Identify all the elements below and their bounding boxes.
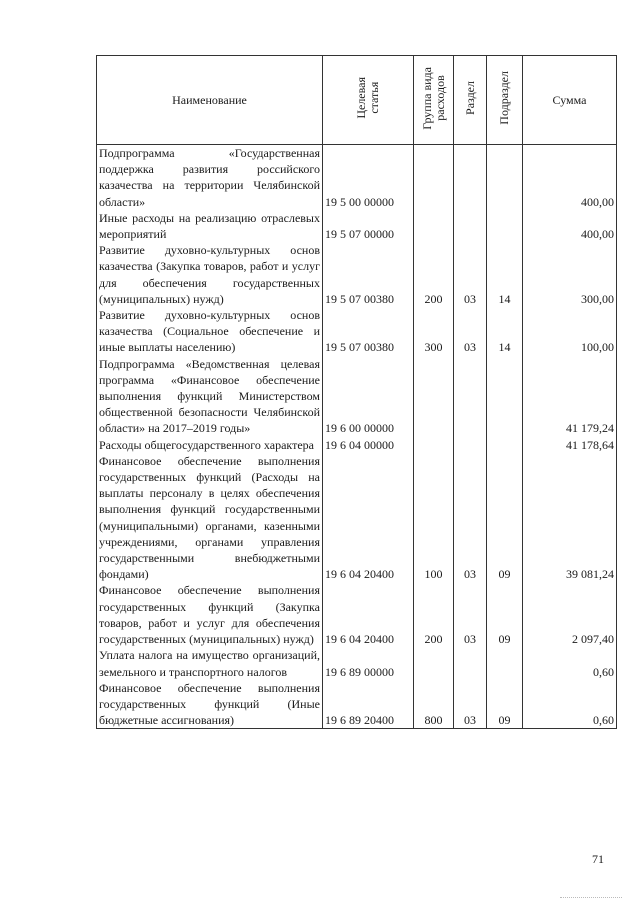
table-row xyxy=(97,647,617,679)
row-section: 03 xyxy=(454,680,487,729)
row-sum: 400,00 xyxy=(523,210,617,242)
row-target-article: 19 6 89 00000 xyxy=(323,647,414,679)
row-target-article: 19 6 04 20400 xyxy=(323,453,414,583)
table-row xyxy=(97,210,617,242)
table-row xyxy=(97,680,617,729)
row-sum: 41 178,64 xyxy=(523,437,617,453)
row-expense-group: 200 xyxy=(414,242,454,307)
table-row xyxy=(97,437,617,453)
row-subsection: 09 xyxy=(487,582,523,647)
row-subsection: 14 xyxy=(487,307,523,356)
table-header-row xyxy=(97,56,617,145)
row-name: Развитие духовно-культурных основ казачества (Социальное обеспечение и иные выплаты населению) xyxy=(97,307,323,356)
table-row xyxy=(97,145,617,210)
row-sum: 400,00 xyxy=(523,145,617,210)
row-sum: 0,60 xyxy=(523,680,617,729)
row-section: 03 xyxy=(454,307,487,356)
table-row xyxy=(97,582,617,647)
row-name: Иные расходы на реализацию отраслевых мероприятий xyxy=(97,210,323,242)
row-name: Уплата налога на имущество организаций, земельного и транспортного налогов xyxy=(97,647,323,679)
row-subsection: 09 xyxy=(487,453,523,583)
row-expense-group: 200 xyxy=(414,582,454,647)
row-section: 03 xyxy=(454,242,487,307)
row-sum: 100,00 xyxy=(523,307,617,356)
row-sum: 0,60 xyxy=(523,647,617,679)
table-row xyxy=(97,453,617,583)
row-expense-group xyxy=(414,145,454,210)
row-name: Финансовое обеспечение выполнения государственных функций (Иные бюджетные ассигнования) xyxy=(97,680,323,729)
row-section: 03 xyxy=(454,453,487,583)
row-sum: 39 081,24 xyxy=(523,453,617,583)
budget-table xyxy=(96,55,617,729)
row-subsection: 14 xyxy=(487,242,523,307)
row-name: Подпрограмма «Государственная поддержка развития российского казачества на территории Челябинской области» xyxy=(97,145,323,210)
row-section: 03 xyxy=(454,582,487,647)
row-section xyxy=(454,437,487,453)
row-expense-group xyxy=(414,437,454,453)
row-expense-group: 800 xyxy=(414,680,454,729)
row-subsection xyxy=(487,437,523,453)
scan-artifact xyxy=(560,897,622,900)
header-expense-group: Группа вида расходов xyxy=(414,56,454,145)
row-expense-group xyxy=(414,210,454,242)
header-section: Раздел xyxy=(454,56,487,145)
header-name: Наименование xyxy=(97,56,323,145)
row-target-article: 19 5 07 00380 xyxy=(323,242,414,307)
table-row xyxy=(97,307,617,356)
row-expense-group xyxy=(414,647,454,679)
row-section xyxy=(454,145,487,210)
row-sum: 41 179,24 xyxy=(523,356,617,437)
row-target-article: 19 6 00 00000 xyxy=(323,356,414,437)
row-target-article: 19 5 07 00000 xyxy=(323,210,414,242)
row-subsection xyxy=(487,356,523,437)
header-sum: Сумма xyxy=(523,56,617,145)
row-section xyxy=(454,356,487,437)
row-subsection xyxy=(487,210,523,242)
row-expense-group xyxy=(414,356,454,437)
row-sum: 300,00 xyxy=(523,242,617,307)
row-section xyxy=(454,210,487,242)
header-target-article: Целевая статья xyxy=(323,56,414,145)
row-expense-group: 300 xyxy=(414,307,454,356)
row-expense-group: 100 xyxy=(414,453,454,583)
row-name: Развитие духовно-культурных основ казачества (Закупка товаров, работ и услуг для обеспечения государственных (муниципальных) нужд) xyxy=(97,242,323,307)
page-number: 71 xyxy=(592,852,604,866)
row-name: Подпрограмма «Ведомственная целевая программа «Финансовое обеспечение выполнения функций Министерством общественной безопасности Челябинской области» на 2017–2019 годы» xyxy=(97,356,323,437)
row-subsection: 09 xyxy=(487,680,523,729)
row-target-article: 19 6 04 00000 xyxy=(323,437,414,453)
table-row xyxy=(97,356,617,437)
row-sum: 2 097,40 xyxy=(523,582,617,647)
row-subsection xyxy=(487,647,523,679)
row-subsection xyxy=(487,145,523,210)
row-target-article: 19 6 04 20400 xyxy=(323,582,414,647)
row-name: Финансовое обеспечение выполнения государственных функций (Расходы на выплаты персоналу в целях обеспечения выполнения функций государственными (муниципальными) органами, казенными учреждениями, органами управления государственными внебюджетными фондами) xyxy=(97,453,323,583)
row-section xyxy=(454,647,487,679)
row-name: Финансовое обеспечение выполнения государственных функций (Закупка товаров, работ и услуг для обеспечения государственных (муниципальных) нужд) xyxy=(97,582,323,647)
row-target-article: 19 5 00 00000 xyxy=(323,145,414,210)
table-row xyxy=(97,242,617,307)
header-subsection: Подраздел xyxy=(487,56,523,145)
row-target-article: 19 5 07 00380 xyxy=(323,307,414,356)
row-name: Расходы общегосударственного характера xyxy=(97,437,323,453)
row-target-article: 19 6 89 20400 xyxy=(323,680,414,729)
